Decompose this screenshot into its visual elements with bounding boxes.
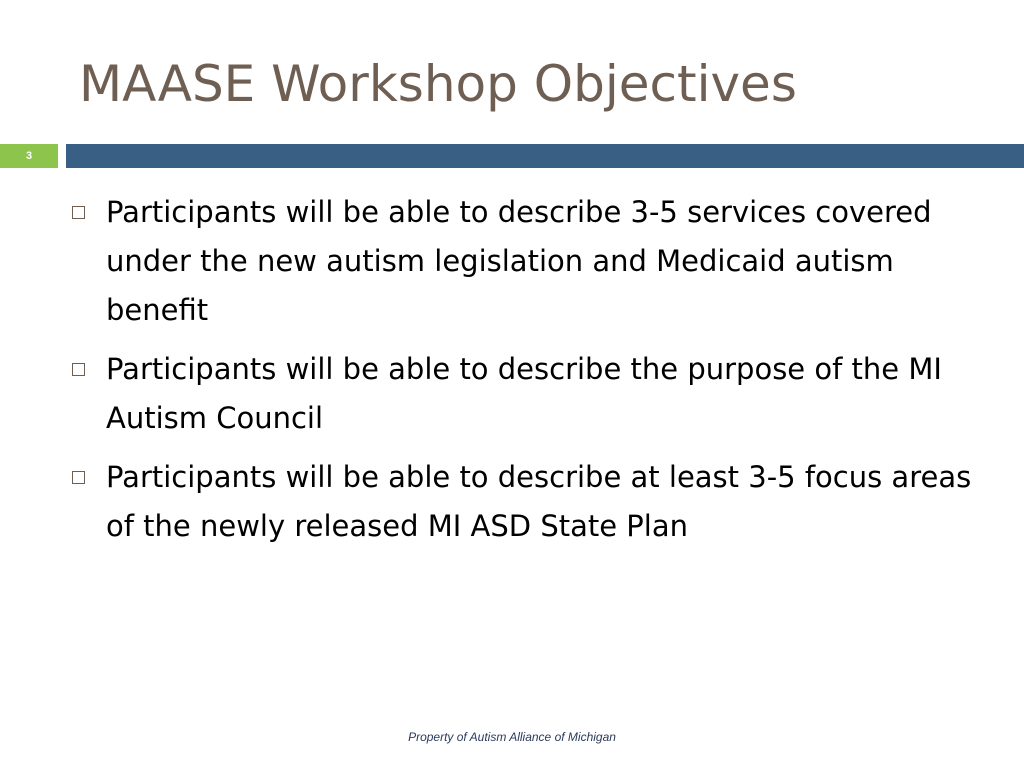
objective-item [72,345,972,443]
slide-number: 3 [26,150,33,162]
title-divider-bar [66,144,1024,168]
objective-item [72,453,972,551]
square-bullet-icon [72,206,85,219]
square-bullet-icon [72,363,85,376]
objective-item [72,188,972,335]
slide-number-badge [0,144,58,168]
slide-footer: Property of Autism Alliance of Michigan [408,730,616,744]
square-bullet-icon [72,471,85,484]
objectives-list [72,188,972,561]
objective-text: Participants will be able to describe at least 3-5 focus areas of the newly released MI ASD State Plan [106,460,972,543]
objective-text: Participants will be able to describe 3-5 services covered under the new autism legislation and Medicaid autism benefit [106,195,932,327]
objective-text: Participants will be able to describe the purpose of the MI Autism Council [106,352,942,435]
slide-title: MAASE Workshop Objectives [79,55,797,113]
